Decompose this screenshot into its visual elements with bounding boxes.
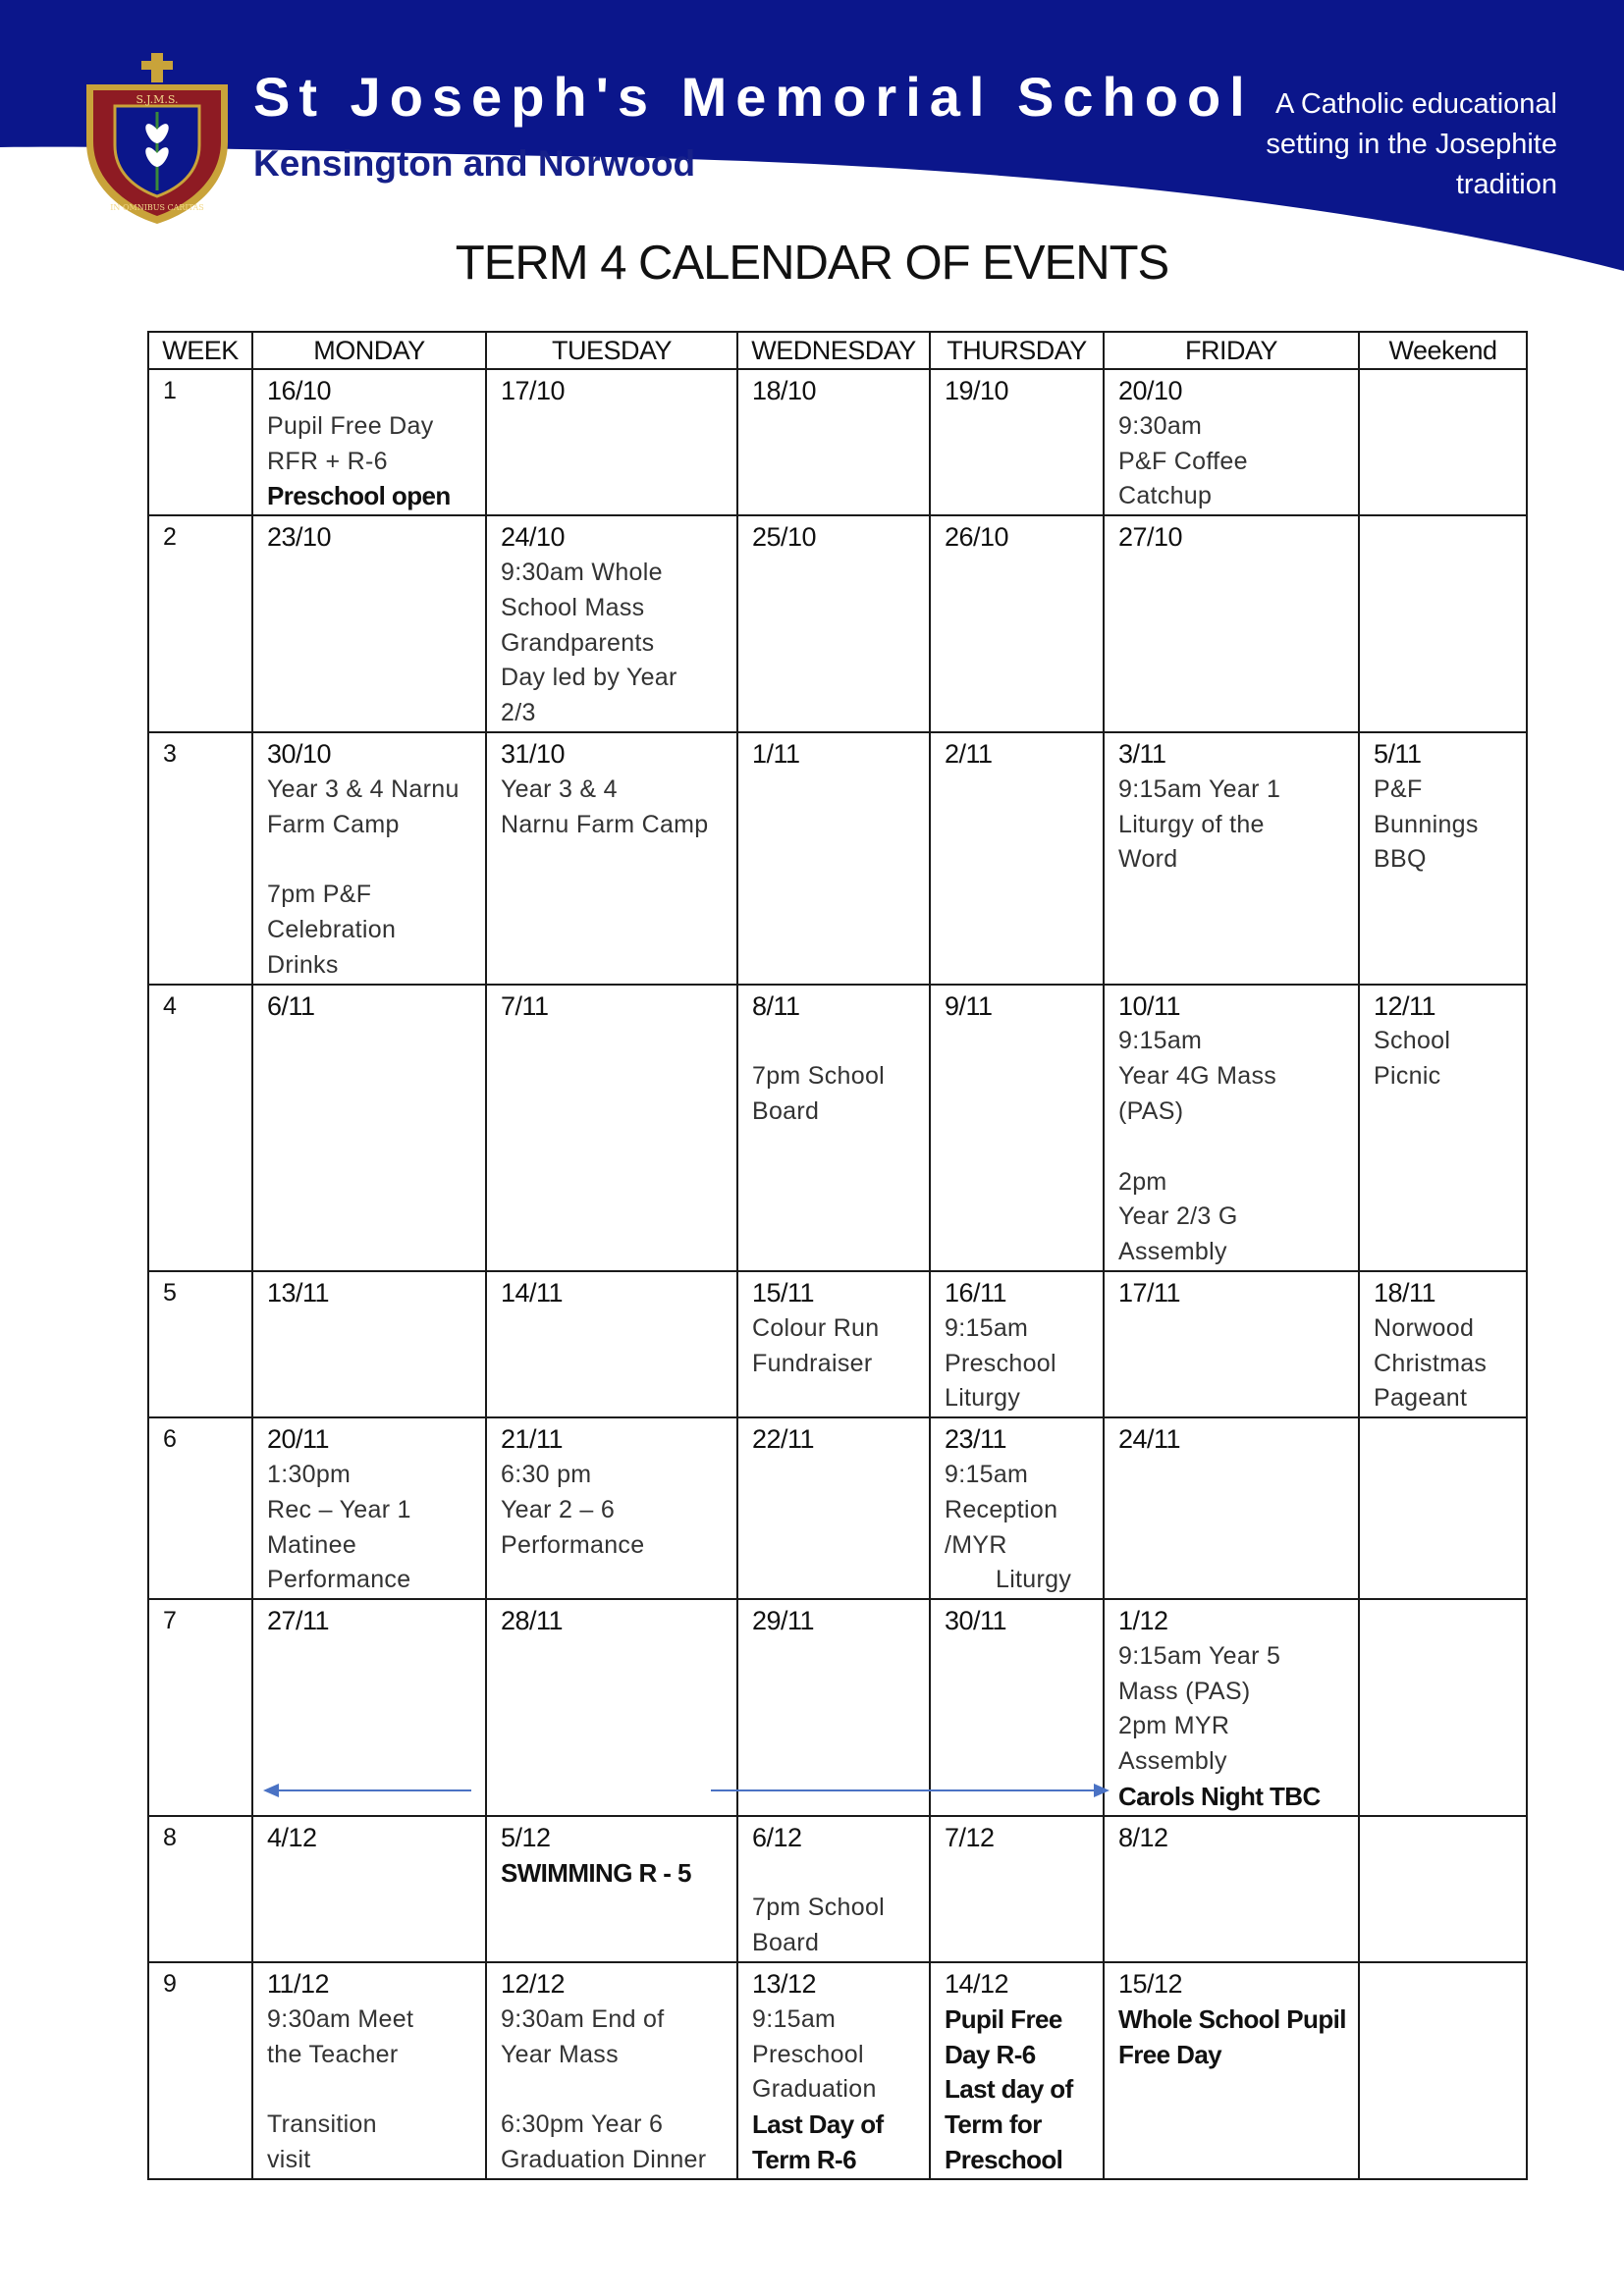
date-label: 20/10 — [1118, 376, 1183, 405]
event-text: P&F Coffee — [1118, 447, 1248, 475]
event-text: Graduation — [752, 2075, 877, 2104]
event-text: Bunnings — [1374, 810, 1479, 838]
spacer — [501, 2072, 727, 2108]
week-row — [148, 732, 1527, 985]
event-text: Assembly — [1118, 1238, 1227, 1266]
event-text: Pageant — [1374, 1384, 1468, 1413]
day-cell-wednesday — [737, 1599, 930, 1816]
event-text: 9:15am — [945, 1313, 1029, 1342]
day-cell-weekend — [1359, 1417, 1527, 1599]
day-cell-weekend — [1359, 732, 1527, 985]
week-number: 1 — [148, 369, 252, 515]
date-label: 17/11 — [1118, 1277, 1181, 1308]
day-cell-monday — [252, 1599, 486, 1816]
week-row — [148, 1417, 1527, 1599]
date-label: 15/11 — [752, 1277, 815, 1308]
event-text: Christmas — [1374, 1349, 1488, 1377]
week-row — [148, 1271, 1527, 1417]
day-cell-monday — [252, 1962, 486, 2179]
document-title: TERM 4 CALENDAR OF EVENTS — [455, 237, 1169, 290]
event-text: Farm Camp — [267, 810, 400, 838]
event-text: Drinks — [267, 950, 339, 979]
date-label: 8/11 — [752, 990, 800, 1021]
event-text: 7pm P&F — [267, 881, 372, 909]
event-text: Graduation Dinner — [501, 2146, 707, 2174]
day-cell-weekend — [1359, 1271, 1527, 1417]
event-text: P&F — [1374, 774, 1423, 803]
date-label: 30/10 — [267, 738, 332, 769]
spacer — [752, 1856, 919, 1892]
day-cell-wednesday — [737, 515, 930, 732]
calendar-header-row — [148, 332, 1527, 369]
event-text: 9:30am Meet — [267, 2004, 414, 2033]
week-number: 8 — [148, 1816, 252, 1962]
event-text: Whole School Pupil — [1118, 2003, 1346, 2034]
day-cell-tuesday — [486, 1599, 737, 1816]
event-text: 9:30am Whole — [501, 558, 663, 586]
school-name: St Joseph's Memorial School — [253, 66, 1254, 128]
day-cell-thursday — [930, 515, 1104, 732]
date-label: 9/11 — [945, 990, 993, 1021]
column-header-wednesday: WEDNESDAY — [737, 332, 930, 369]
column-header-friday: FRIDAY — [1104, 332, 1359, 369]
column-header-thursday: THURSDAY — [930, 332, 1104, 369]
event-text: 9:15am — [1118, 1027, 1203, 1055]
day-cell-monday — [252, 369, 486, 515]
date-label: 7/11 — [501, 990, 549, 1021]
day-cell-monday — [252, 1271, 486, 1417]
event-text: 9:30am — [1118, 411, 1203, 440]
crest-initials: S.J.M.S. — [135, 93, 179, 106]
date-label: 14/11 — [501, 1277, 564, 1308]
event-text: Grandparents — [501, 628, 655, 657]
school-crest-logo — [79, 51, 236, 228]
date-label: 29/11 — [752, 1606, 815, 1636]
day-cell-thursday — [930, 1599, 1104, 1816]
event-text: Norwood — [1374, 1313, 1475, 1342]
school-tagline — [1145, 84, 1557, 205]
day-cell-weekend — [1359, 515, 1527, 732]
week-number: 3 — [148, 732, 252, 985]
day-cell-monday — [252, 1816, 486, 1962]
event-text: Colour Run — [752, 1313, 880, 1342]
event-text: School — [1374, 1027, 1451, 1055]
date-label: 18/10 — [752, 376, 817, 405]
week-row — [148, 1816, 1527, 1962]
event-text: Term R-6 — [752, 2145, 856, 2175]
event-text: visit — [267, 2146, 311, 2174]
day-cell-thursday — [930, 1962, 1104, 2179]
event-text: Last day of — [945, 2074, 1073, 2105]
day-cell-tuesday — [486, 732, 737, 985]
event-text: 9:15am — [752, 2004, 837, 2033]
day-cell-monday — [252, 732, 486, 985]
event-text: 6:30pm Year 6 — [501, 2110, 664, 2139]
tagline-line: A Catholic educational — [1275, 88, 1557, 120]
date-label: 15/12 — [1118, 1969, 1183, 2000]
week-number: 5 — [148, 1271, 252, 1417]
spacer — [1118, 1130, 1348, 1165]
day-cell-weekend — [1359, 1962, 1527, 2179]
event-text: Liturgy of the — [1118, 810, 1265, 838]
day-cell-friday — [1104, 1271, 1359, 1417]
event-text: Word — [1118, 845, 1178, 874]
event-text: SWIMMING R - 5 — [501, 1857, 691, 1888]
day-cell-friday — [1104, 515, 1359, 732]
crest-motto: IN OMNIBUS CARITAS — [110, 203, 204, 212]
day-cell-friday — [1104, 1816, 1359, 1962]
week-row — [148, 985, 1527, 1271]
event-text: Assembly — [1118, 1747, 1227, 1776]
school-location: Kensington and Norwood — [253, 143, 696, 184]
event-text: Pupil Free Day — [267, 411, 434, 440]
day-cell-wednesday — [737, 1271, 930, 1417]
event-text: 2pm MYR — [1118, 1712, 1230, 1740]
date-label: 22/11 — [752, 1424, 815, 1455]
column-header-tuesday: TUESDAY — [486, 332, 737, 369]
date-label: 14/12 — [945, 1969, 1009, 2000]
date-label: 6/11 — [267, 990, 315, 1021]
day-cell-friday — [1104, 1599, 1359, 1816]
event-text: Year 3 & 4 — [501, 774, 618, 803]
event-text: 9:15am Year 1 — [1118, 774, 1281, 803]
day-cell-weekend — [1359, 1599, 1527, 1816]
event-text: Picnic — [1374, 1062, 1441, 1091]
day-cell-tuesday — [486, 985, 737, 1271]
event-text: Day R-6 — [945, 2039, 1036, 2069]
date-label: 23/11 — [945, 1424, 1007, 1455]
date-label: 8/12 — [1118, 1822, 1168, 1852]
day-cell-wednesday — [737, 1417, 930, 1599]
event-text: Year 3 & 4 Narnu — [267, 774, 460, 803]
day-cell-wednesday — [737, 732, 930, 985]
date-label: 17/10 — [501, 376, 566, 405]
day-cell-tuesday — [486, 369, 737, 515]
event-text: Preschool — [945, 2145, 1063, 2175]
week-number: 6 — [148, 1417, 252, 1599]
event-text: Liturgy — [996, 1566, 1072, 1594]
event-text: Pupil Free — [945, 2003, 1062, 2034]
week-number: 7 — [148, 1599, 252, 1816]
date-label: 10/11 — [1118, 990, 1181, 1021]
event-text: Matinee — [267, 1530, 357, 1559]
day-cell-tuesday — [486, 1816, 737, 1962]
event-text: Catchup — [1118, 482, 1213, 510]
date-label: 13/12 — [752, 1969, 817, 2000]
spacer — [267, 842, 475, 878]
event-text: Term for — [945, 2109, 1042, 2140]
column-header-week: WEEK — [148, 332, 252, 369]
day-cell-weekend — [1359, 369, 1527, 515]
calendar-table — [147, 331, 1528, 2180]
date-label: 19/10 — [945, 376, 1009, 405]
event-text: Performance — [267, 1566, 411, 1594]
day-cell-friday — [1104, 369, 1359, 515]
day-cell-friday — [1104, 1417, 1359, 1599]
day-cell-thursday — [930, 732, 1104, 985]
date-label: 7/12 — [945, 1822, 995, 1852]
day-cell-weekend — [1359, 1816, 1527, 1962]
event-text: 9:15am — [945, 1460, 1029, 1488]
week-row — [148, 1962, 1527, 2179]
event-text: Transition — [267, 2110, 377, 2139]
day-cell-thursday — [930, 369, 1104, 515]
day-cell-thursday — [930, 1816, 1104, 1962]
event-text: 2pm — [1118, 1167, 1167, 1196]
week-row — [148, 1599, 1527, 1816]
event-text: Free Day — [1118, 2039, 1222, 2069]
date-label: 30/11 — [945, 1606, 1007, 1636]
date-label: 12/11 — [1374, 990, 1436, 1021]
day-cell-weekend — [1359, 985, 1527, 1271]
date-label: 26/10 — [945, 522, 1009, 553]
event-text: Year Mass — [501, 2040, 619, 2068]
date-label: 20/11 — [267, 1424, 330, 1455]
date-label: 28/11 — [501, 1606, 564, 1636]
day-cell-thursday — [930, 1417, 1104, 1599]
day-cell-friday — [1104, 732, 1359, 985]
week-row — [148, 369, 1527, 515]
date-label: 16/11 — [945, 1277, 1007, 1308]
event-text: Board — [752, 1096, 820, 1125]
spacer — [752, 1024, 919, 1059]
week-row — [148, 515, 1527, 732]
event-text: BBQ — [1374, 845, 1427, 874]
date-label: 18/11 — [1374, 1277, 1436, 1308]
date-label: 23/10 — [267, 522, 332, 553]
day-cell-friday — [1104, 985, 1359, 1271]
tagline-line: tradition — [1455, 169, 1557, 200]
day-cell-monday — [252, 1417, 486, 1599]
day-cell-wednesday — [737, 1816, 930, 1962]
event-text: Liturgy — [945, 1384, 1021, 1413]
event-text: RFR + R-6 — [267, 447, 388, 475]
day-cell-tuesday — [486, 1271, 737, 1417]
column-header-monday: MONDAY — [252, 332, 486, 369]
day-cell-tuesday — [486, 515, 737, 732]
event-text: Narnu Farm Camp — [501, 810, 709, 838]
event-text: 9:15am Year 5 — [1118, 1641, 1281, 1670]
date-label: 11/12 — [267, 1969, 330, 2000]
date-label: 1/12 — [1118, 1606, 1168, 1636]
date-label: 3/11 — [1118, 738, 1166, 769]
date-label: 24/10 — [501, 522, 566, 553]
tagline-line: setting in the Josephite — [1266, 129, 1557, 160]
date-label: 27/11 — [267, 1606, 330, 1636]
event-text: 9:30am End of — [501, 2004, 665, 2033]
event-text: School Mass — [501, 593, 645, 621]
date-label: 4/12 — [267, 1822, 317, 1852]
event-text: 1:30pm — [267, 1460, 352, 1488]
day-cell-tuesday — [486, 1417, 737, 1599]
day-cell-wednesday — [737, 985, 930, 1271]
date-label: 6/12 — [752, 1822, 802, 1852]
date-label: 1/11 — [752, 738, 800, 769]
date-label: 16/10 — [267, 376, 332, 405]
day-cell-tuesday — [486, 1962, 737, 2179]
event-text: Celebration — [267, 915, 397, 943]
event-text: Fundraiser — [752, 1349, 873, 1377]
date-label: 13/11 — [267, 1277, 330, 1308]
spacer — [267, 2072, 475, 2108]
event-text: 7pm School — [752, 1894, 886, 1922]
date-label: 5/11 — [1374, 738, 1422, 769]
date-label: 25/10 — [752, 522, 817, 553]
day-cell-wednesday — [737, 1962, 930, 2179]
event-text: Day led by Year — [501, 664, 677, 692]
column-header-weekend: Weekend — [1359, 332, 1527, 369]
event-text: Reception — [945, 1495, 1058, 1523]
event-text: Year 2/3 G — [1118, 1202, 1238, 1231]
event-text: Mass (PAS) — [1118, 1677, 1251, 1705]
event-text: Rec – Year 1 — [267, 1495, 411, 1523]
date-label: 12/12 — [501, 1969, 566, 2000]
day-cell-thursday — [930, 985, 1104, 1271]
event-text: 7pm School — [752, 1062, 886, 1091]
event-text: Year 2 – 6 — [501, 1495, 616, 1523]
day-cell-wednesday — [737, 369, 930, 515]
day-cell-monday — [252, 515, 486, 732]
day-cell-friday — [1104, 1962, 1359, 2179]
event-text: Last Day of — [752, 2109, 884, 2140]
event-text: Preschool open — [267, 481, 451, 511]
event-text: Year 4G Mass (PAS) — [1118, 1062, 1277, 1125]
date-label: 5/12 — [501, 1822, 551, 1852]
event-text: 2/3 — [501, 699, 536, 727]
event-text: Carols Night TBC — [1118, 1782, 1321, 1812]
date-label: 21/11 — [501, 1424, 564, 1455]
event-text: 6:30 pm — [501, 1460, 592, 1488]
date-label: 2/11 — [945, 738, 993, 769]
day-cell-monday — [252, 985, 486, 1271]
week-number: 2 — [148, 515, 252, 732]
date-label: 27/10 — [1118, 522, 1183, 553]
event-text: Preschool — [945, 1349, 1056, 1377]
day-cell-thursday — [930, 1271, 1104, 1417]
event-text: Performance — [501, 1530, 645, 1559]
event-text: Preschool — [752, 2040, 864, 2068]
event-text: /MYR — [945, 1530, 1007, 1559]
event-text: the Teacher — [267, 2040, 399, 2068]
event-text: Board — [752, 1929, 820, 1957]
date-label: 24/11 — [1118, 1424, 1181, 1455]
week-number: 9 — [148, 1962, 252, 2179]
date-label: 31/10 — [501, 738, 566, 769]
week-number: 4 — [148, 985, 252, 1271]
